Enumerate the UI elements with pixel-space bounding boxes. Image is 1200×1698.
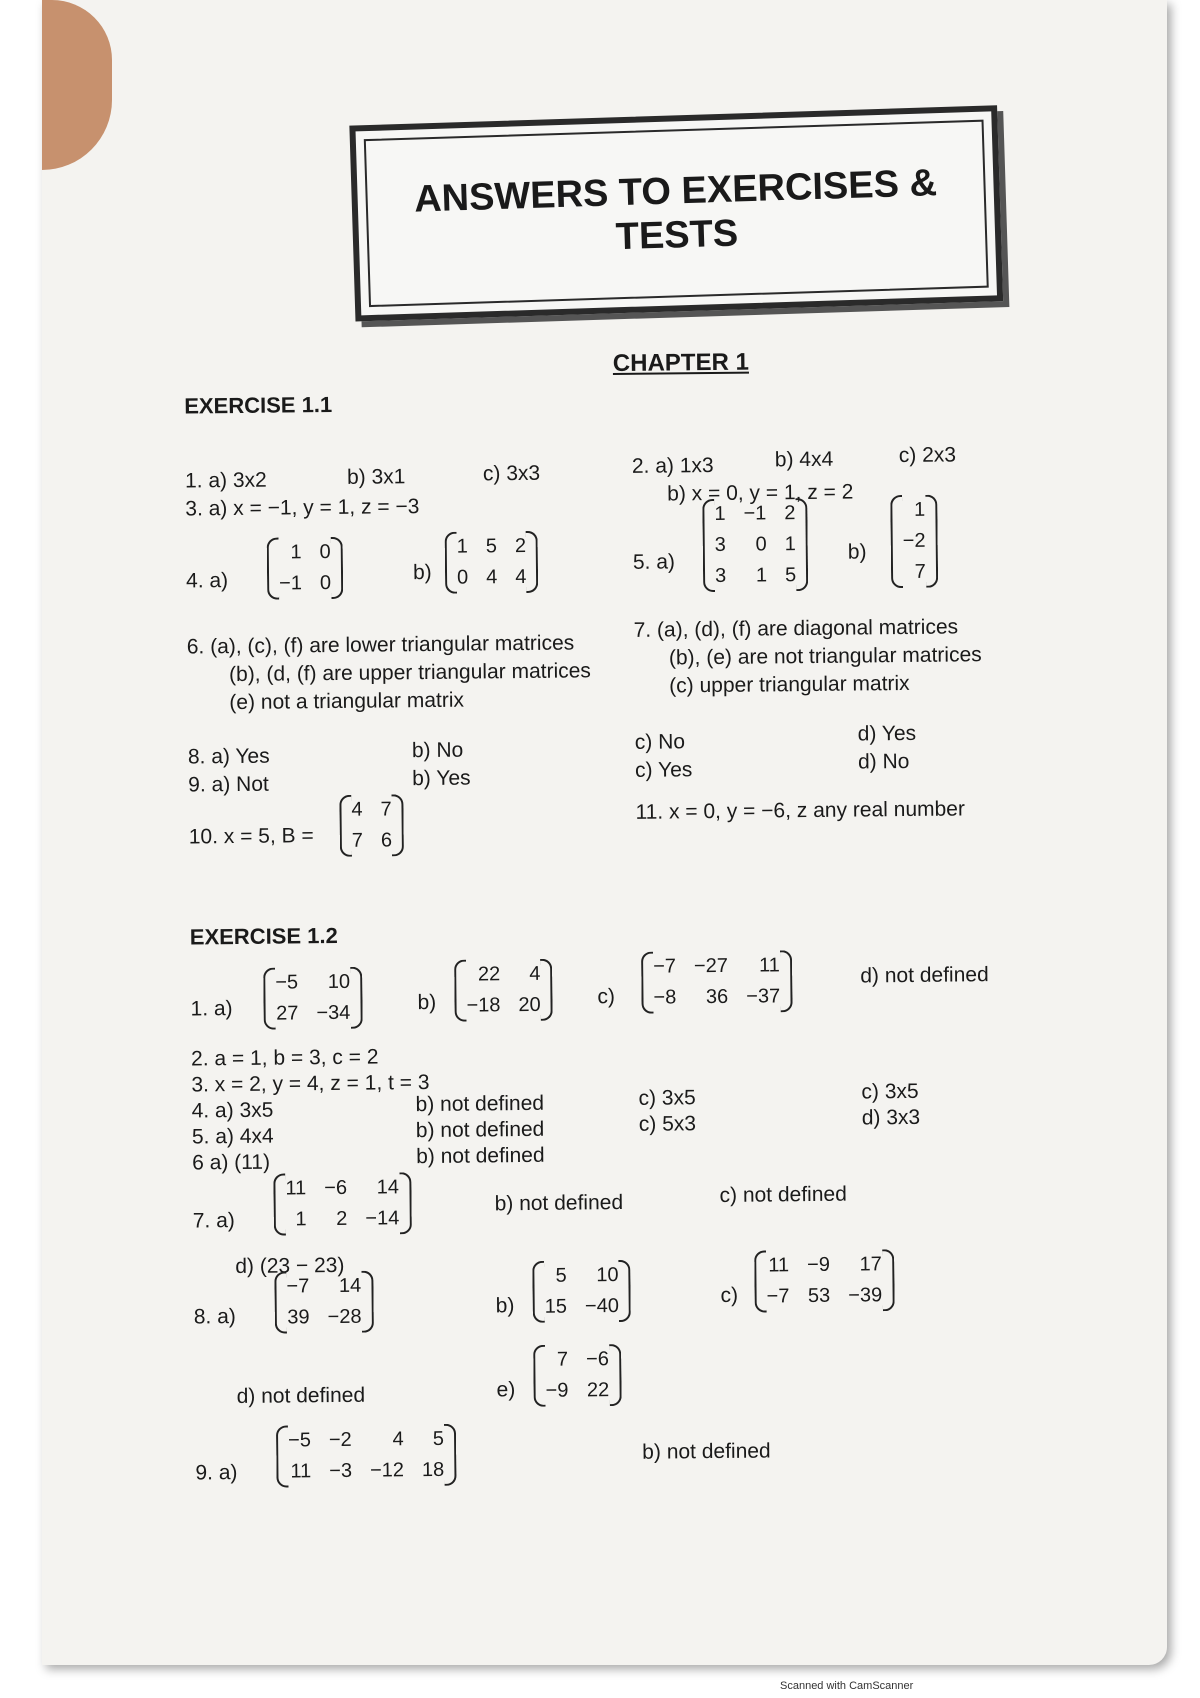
answer-1-1-q1c: c) 3x3 xyxy=(482,461,541,486)
answer-1-1-q2a: 2. a) 1x3 xyxy=(631,453,714,478)
title-box xyxy=(349,105,1003,321)
matrix-1-2-q8e xyxy=(536,1344,618,1407)
matrix-entry: 7 xyxy=(914,560,926,583)
matrix-entry: −1 xyxy=(743,502,767,525)
matrix-entry: 0 xyxy=(319,541,331,564)
answer-1-2-q1d: d) not defined xyxy=(860,963,989,988)
matrix-row xyxy=(279,1424,453,1457)
answer-1-2-q8b-label: b) xyxy=(495,1294,515,1318)
matrix-entry: 11 xyxy=(768,1254,790,1277)
matrix-1-1-q5a xyxy=(705,498,805,592)
matrix-entry: −3 xyxy=(329,1459,353,1483)
matrix-entry: 5 xyxy=(485,535,498,558)
matrix-entry: 1 xyxy=(290,541,302,564)
answer-1-2-q1c-label: c) xyxy=(597,985,616,1009)
page-title: ANSWERS TO EXERCISES & TESTS xyxy=(413,162,938,259)
matrix-entry: −8 xyxy=(653,986,677,1009)
matrix-entry: −27 xyxy=(693,954,729,978)
matrix-entry: 0 xyxy=(755,533,767,556)
answer-1-1-q3: 3. a) x = −1, y = 1, z = −3 xyxy=(185,495,420,521)
matrix-1-1-q4b xyxy=(448,531,536,594)
exercise-1-1-heading: EXERCISE 1.1 xyxy=(184,391,333,419)
answer-1-1-q8d: d) Yes xyxy=(857,721,917,746)
matrix-entry: 14 xyxy=(338,1274,362,1297)
scanner-watermark: Scanned with CamScanner xyxy=(780,1680,914,1692)
matrix-row xyxy=(266,967,359,999)
matrix-entry: 6 xyxy=(380,829,393,852)
matrix-entry: 1 xyxy=(714,502,726,525)
matrix-row xyxy=(266,998,359,1030)
answer-1-2-q5a: 5. a) 4x4 xyxy=(191,1124,274,1149)
matrix-entry: −5 xyxy=(275,971,299,994)
matrix-entry: 0 xyxy=(319,572,332,595)
answer-1-1-q2c: c) 2x3 xyxy=(898,443,957,468)
matrix-row xyxy=(706,529,805,561)
matrix-entry: −37 xyxy=(746,985,781,1008)
answer-1-2-q1a-label: 1. a) xyxy=(190,997,233,1021)
matrix-row xyxy=(894,526,935,557)
matrix-entry: 36 xyxy=(705,985,729,1009)
matrix-entry: 11 xyxy=(758,954,780,977)
matrix-row xyxy=(536,1375,618,1407)
answer-1-1-q5a-label: 5. a) xyxy=(632,550,676,574)
matrix-entry: 1 xyxy=(913,498,926,521)
answer-1-2-q2: 2. a = 1, b = 3, c = 2 xyxy=(190,1045,379,1071)
matrix-1-2-q1a xyxy=(266,967,359,1030)
matrix-entry: 4 xyxy=(515,565,527,589)
matrix-entry: 3 xyxy=(714,564,727,587)
answer-1-1-q8b: b) No xyxy=(411,738,464,763)
answer-1-2-q9b: b) not defined xyxy=(642,1439,771,1464)
answer-1-1-q6-line3: (e) not a triangular matrix xyxy=(229,688,465,715)
matrix-row xyxy=(270,568,340,600)
matrix-entry: 22 xyxy=(477,963,501,986)
matrix-entry: 22 xyxy=(586,1379,610,1402)
matrix-entry: −7 xyxy=(766,1285,790,1308)
answer-1-2-q6a: 6 a) (11) xyxy=(192,1150,271,1175)
matrix-entry: −28 xyxy=(327,1305,362,1329)
matrix-entry: 2 xyxy=(784,502,796,525)
matrix-entry: 5 xyxy=(555,1264,567,1287)
exercise-1-2-heading: EXERCISE 1.2 xyxy=(189,922,338,950)
matrix-entry: 5 xyxy=(784,564,797,587)
matrix-1-1-q10 xyxy=(342,794,401,857)
answer-1-2-q8c-label: c) xyxy=(720,1283,739,1307)
matrix-1-2-q1b xyxy=(457,959,550,1022)
matrix-row xyxy=(457,990,550,1022)
answer-1-1-q10: 10. x = 5, B = xyxy=(188,824,314,849)
matrix-entry: 20 xyxy=(518,993,541,1017)
answer-1-1-q7-line3: (c) upper triangular matrix xyxy=(669,671,910,698)
matrix-1-2-q1c xyxy=(644,950,789,1014)
answer-1-1-q7-line1: 7. (a), (d), (f) are diagonal matrices xyxy=(633,615,959,642)
answer-1-1-q6-line1: 6. (a), (c), (f) are lower triangular matrices xyxy=(186,631,575,659)
matrix-entry: 1 xyxy=(784,533,796,556)
matrix-row xyxy=(757,1249,891,1281)
answer-1-1-q4b-label: b) xyxy=(412,560,432,585)
matrix-entry: 4 xyxy=(351,798,363,821)
answer-1-2-q7c: c) not defined xyxy=(719,1182,847,1207)
matrix-entry: 2 xyxy=(336,1207,348,1230)
matrix-1-2-q8b xyxy=(535,1260,628,1323)
matrix-row xyxy=(270,537,340,569)
matrix-entry: −6 xyxy=(324,1176,348,1200)
matrix-entry: 14 xyxy=(376,1176,400,1199)
answer-1-2-q4a: 4. a) 3x5 xyxy=(191,1098,274,1123)
answer-1-2-q5d: d) 3x3 xyxy=(861,1105,921,1130)
matrix-entry: −34 xyxy=(316,1001,351,1025)
answer-1-1-q6-line2: (b), (d, (f) are upper triangular matrices xyxy=(228,659,591,687)
matrix-entry: 4 xyxy=(392,1428,404,1451)
matrix-row xyxy=(279,1455,453,1488)
matrix-entry: 3 xyxy=(714,533,726,556)
answer-1-1-q8c: c) No xyxy=(634,730,686,754)
answer-1-2-q7a-label: 7. a) xyxy=(192,1209,235,1233)
matrix-entry: 7 xyxy=(556,1348,569,1371)
answer-1-1-q11: 11. x = 0, y = −6, z any real number xyxy=(635,797,966,824)
matrix-entry: 7 xyxy=(351,829,364,852)
answer-1-2-q4d: c) 3x5 xyxy=(861,1079,919,1104)
answer-1-1-q2b: b) 4x4 xyxy=(774,447,834,472)
matrix-entry: 15 xyxy=(544,1295,568,1318)
matrix-entry: −39 xyxy=(848,1284,883,1307)
matrix-entry: −7 xyxy=(653,955,677,978)
matrix-row xyxy=(706,560,805,592)
matrix-entry: 1 xyxy=(755,564,768,587)
matrix-row xyxy=(644,950,789,983)
matrix-entry: −6 xyxy=(585,1348,610,1371)
matrix-entry: 10 xyxy=(596,1264,619,1287)
matrix-entry: 7 xyxy=(380,798,392,821)
answer-1-1-q4a-label: 4. a) xyxy=(185,569,229,593)
scanned-page xyxy=(42,0,1167,1665)
answer-1-2-q4b: b) not defined xyxy=(415,1091,545,1117)
matrix-1-2-q7a xyxy=(276,1172,408,1235)
matrix-entry: −7 xyxy=(286,1275,310,1298)
matrix-row xyxy=(457,959,550,991)
matrix-entry: −2 xyxy=(902,529,926,553)
answer-1-2-q9a-label: 9. a) xyxy=(195,1461,238,1485)
matrix-entry: 11 xyxy=(290,1460,312,1483)
matrix-row xyxy=(644,981,789,1014)
matrix-entry: −1 xyxy=(279,572,303,595)
matrix-entry: −14 xyxy=(365,1207,400,1230)
matrix-row xyxy=(343,825,402,857)
matrix-entry: 4 xyxy=(529,962,541,985)
matrix-entry: −40 xyxy=(584,1295,620,1318)
matrix-row xyxy=(277,1203,409,1235)
answer-1-2-q5b: b) not defined xyxy=(415,1117,545,1143)
answer-1-2-q1b-label: b) xyxy=(417,990,437,1015)
matrix-entry: −2 xyxy=(328,1428,352,1452)
answer-1-1-q9a: 9. a) Not xyxy=(188,772,269,797)
answer-1-1-q9c: c) Yes xyxy=(634,758,693,782)
matrix-entry: −5 xyxy=(287,1429,312,1452)
answer-1-1-q9d: d) No xyxy=(857,749,910,774)
matrix-entry: 1 xyxy=(295,1208,307,1231)
matrix-1-1-q5b xyxy=(893,495,935,588)
answer-1-2-q8a-label: 8. a) xyxy=(193,1305,236,1329)
matrix-row xyxy=(535,1260,628,1292)
matrix-row xyxy=(893,495,934,526)
matrix-entry: 5 xyxy=(432,1427,445,1450)
answer-1-1-q1b: b) 3x1 xyxy=(346,465,406,489)
matrix-row xyxy=(342,794,401,826)
answer-1-2-q6b: b) not defined xyxy=(416,1143,545,1169)
answer-1-2-q3: 3. x = 2, y = 4, z = 1, t = 3 xyxy=(191,1071,430,1097)
matrix-1-2-q9a xyxy=(279,1424,453,1488)
matrix-1-2-q8a xyxy=(277,1271,370,1334)
matrix-row xyxy=(276,1172,408,1204)
matrix-entry: 1 xyxy=(456,535,468,558)
matrix-row xyxy=(705,498,804,530)
answer-1-1-q1a: 1. a) 3x2 xyxy=(184,468,267,493)
answer-1-2-q5c: c) 5x3 xyxy=(638,1112,697,1136)
matrix-row xyxy=(278,1302,371,1334)
answer-1-2-q8d: d) not defined xyxy=(236,1383,366,1409)
matrix-entry: 4 xyxy=(486,566,498,589)
answer-1-1-q8a: 8. a) Yes xyxy=(187,744,270,769)
matrix-entry: −18 xyxy=(466,994,501,1017)
matrix-entry: 10 xyxy=(327,970,351,994)
matrix-entry: 11 xyxy=(285,1177,307,1200)
matrix-1-1-q4a xyxy=(270,537,341,600)
matrix-row xyxy=(277,1271,370,1303)
matrix-row xyxy=(757,1280,891,1312)
matrix-entry: −9 xyxy=(545,1379,569,1402)
answer-1-1-q7-line2: (b), (e) are not triangular matrices xyxy=(668,643,982,670)
matrix-entry: 2 xyxy=(514,534,527,558)
matrix-row xyxy=(536,1344,618,1376)
answer-1-1-q5b-label: b) xyxy=(847,540,867,564)
matrix-entry: 39 xyxy=(287,1306,310,1329)
answer-1-1-q2b-second: b) x = 0, y = 1, z = 2 xyxy=(667,480,854,506)
matrix-row xyxy=(536,1291,629,1323)
answer-1-2-q7d: d) (23 − 23) xyxy=(235,1253,345,1279)
matrix-entry: −9 xyxy=(806,1253,831,1277)
answer-1-1-q9b: b) Yes xyxy=(412,766,471,791)
matrix-row xyxy=(448,562,536,594)
answer-1-2-q4c: c) 3x5 xyxy=(638,1086,696,1110)
matrix-row xyxy=(894,557,935,588)
page-content xyxy=(42,0,1167,1665)
matrix-entry: 27 xyxy=(276,1002,299,1025)
matrix-entry: 18 xyxy=(421,1458,445,1482)
matrix-entry: 17 xyxy=(859,1253,882,1276)
answer-1-2-q7b: b) not defined xyxy=(494,1190,624,1216)
matrix-1-2-q8c xyxy=(757,1249,891,1312)
matrix-entry: 53 xyxy=(807,1284,831,1308)
matrix-entry: 0 xyxy=(456,566,469,589)
answer-1-2-q8e-label: e) xyxy=(496,1378,516,1402)
matrix-row xyxy=(448,531,536,563)
chapter-heading: CHAPTER 1 xyxy=(612,348,750,378)
matrix-entry: −12 xyxy=(369,1459,405,1482)
